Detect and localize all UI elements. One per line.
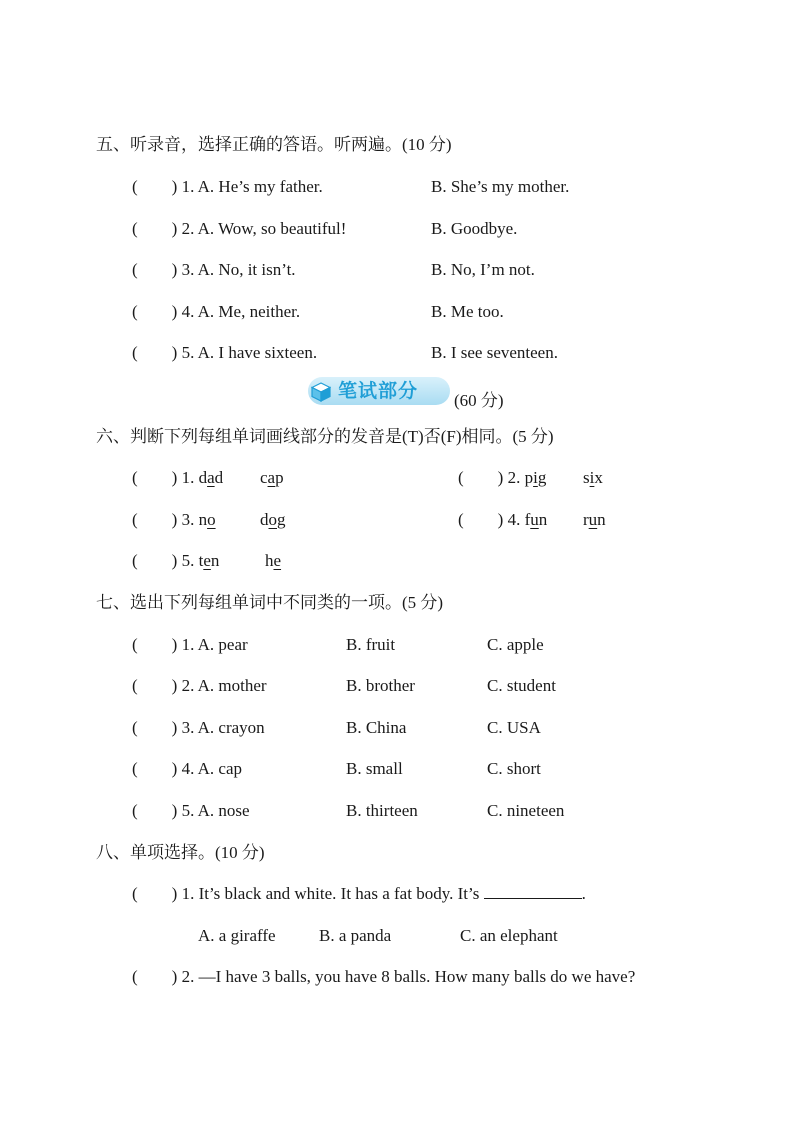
written-part-label: 笔试部分 bbox=[338, 380, 419, 402]
s6-q5 bbox=[132, 550, 219, 572]
s6-q1-word1: dad bbox=[198, 468, 224, 487]
s7-q3-option-c: C. USA bbox=[487, 718, 541, 737]
s7-q2: ( ) 2. A. mother bbox=[132, 676, 267, 695]
s6-q1 bbox=[132, 467, 223, 489]
s7-q3: ( ) 3. A. crayon bbox=[132, 718, 265, 737]
s5-q4: ( ) 4. A. Me, neither. bbox=[132, 302, 301, 321]
s6-q2-word2: six bbox=[583, 468, 603, 487]
s7-q3-option-b: B. China bbox=[346, 718, 407, 737]
s5-q2-option-b: B. Goodbye. bbox=[431, 219, 518, 238]
s7-q5: ( ) 5. A. nose bbox=[132, 801, 250, 820]
s6-q5-word2: he bbox=[265, 551, 282, 570]
s6-q5-number: ( ) 5. bbox=[132, 551, 199, 570]
s5-q3: ( ) 3. A. No, it isn’t. bbox=[132, 260, 296, 279]
s5-q4-option-b: B. Me too. bbox=[431, 302, 504, 321]
s7-q1: ( ) 1. A. pear bbox=[132, 635, 248, 654]
s8-q1-option-c: C. an elephant bbox=[460, 926, 558, 945]
s6-q3 bbox=[132, 509, 216, 531]
s5-q3-option-b: B. No, I’m not. bbox=[431, 260, 535, 279]
s5-q2: ( ) 2. A. Wow, so beautiful! bbox=[132, 219, 347, 238]
s6-q2-word1: pig bbox=[524, 468, 547, 487]
s6-q2-number: ( ) 2. bbox=[458, 468, 525, 487]
s6-q4 bbox=[458, 509, 547, 531]
s6-q1-number: ( ) 1. bbox=[132, 468, 199, 487]
s6-q3-word1: no bbox=[198, 510, 216, 529]
s7-q2-option-c: C. student bbox=[487, 676, 556, 695]
written-part-score: (60 分) bbox=[454, 391, 504, 410]
s7-q4-option-c: C. short bbox=[487, 759, 541, 778]
s6-q4-word1: fun bbox=[524, 510, 548, 529]
section-5-title: 五、听录音，选择正确的答语。听两遍。(10 分) bbox=[96, 135, 452, 154]
s8-q2: ( ) 2. —I have 3 balls, you have 8 balls. How many balls do we have? bbox=[132, 967, 636, 986]
s8-q1-option-a: A. a giraffe bbox=[198, 926, 276, 945]
s6-q4-number: ( ) 4. bbox=[458, 510, 525, 529]
s6-q1-word2: cap bbox=[260, 468, 284, 487]
s7-q5-option-c: C. nineteen bbox=[487, 801, 565, 820]
s6-q5-word1: ten bbox=[198, 551, 220, 570]
cube-icon bbox=[311, 382, 331, 402]
s7-q1-option-b: B. fruit bbox=[346, 635, 396, 654]
s5-q1-option-b: B. She’s my mother. bbox=[431, 177, 570, 196]
s6-q2 bbox=[458, 467, 546, 489]
s5-q1: ( ) 1. A. He’s my father. bbox=[132, 177, 323, 196]
s7-q5-option-b: B. thirteen bbox=[346, 801, 418, 820]
s6-q3-word2: dog bbox=[260, 510, 286, 529]
s7-q4-option-b: B. small bbox=[346, 759, 403, 778]
section-6-title: 六、判断下列每组单词画线部分的发音是(T)否(F)相同。(5 分) bbox=[96, 427, 554, 446]
s8-q1-option-b: B. a panda bbox=[319, 926, 392, 945]
s5-q5: ( ) 5. A. I have sixteen. bbox=[132, 343, 318, 362]
s7-q4: ( ) 4. A. cap bbox=[132, 759, 243, 778]
answer-blank bbox=[484, 883, 582, 899]
section-8-title: 八、单项选择。(10 分) bbox=[96, 843, 265, 862]
s7-q1-option-c: C. apple bbox=[487, 635, 544, 654]
s8-q1-text: ( ) 1. It’s black and white. It has a fat body. It’s bbox=[132, 884, 484, 903]
s6-q3-number: ( ) 3. bbox=[132, 510, 199, 529]
s8-q1: ( ) 1. It’s black and white. It has a fat body. It’s . bbox=[132, 884, 586, 903]
section-7-title: 七、选出下列每组单词中不同类的一项。(5 分) bbox=[96, 593, 444, 612]
s6-q4-word2: run bbox=[583, 510, 606, 529]
s7-q2-option-b: B. brother bbox=[346, 676, 415, 695]
s5-q5-option-b: B. I see seventeen. bbox=[431, 343, 558, 362]
